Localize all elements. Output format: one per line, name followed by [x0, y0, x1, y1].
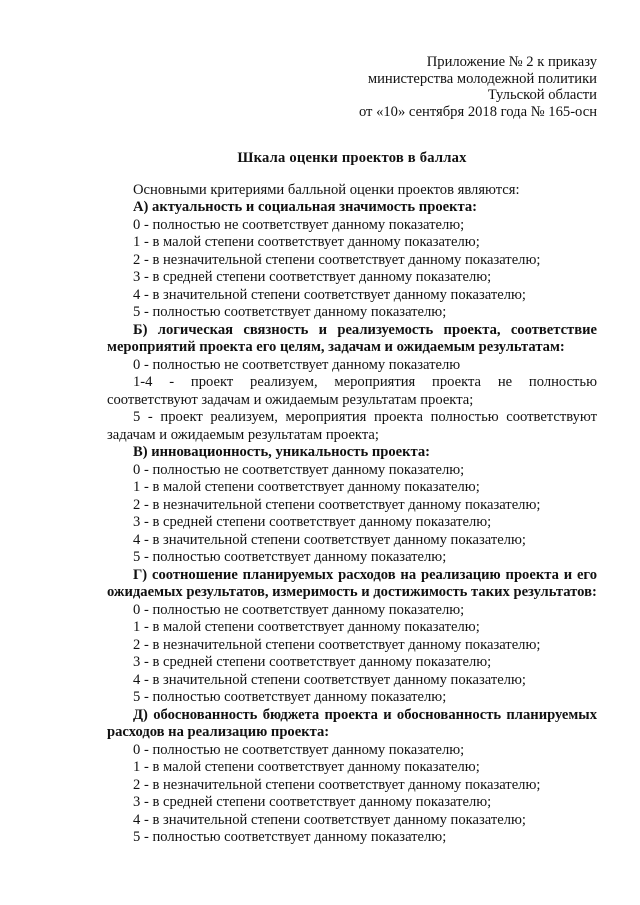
page-title: Шкала оценки проектов в баллах: [237, 150, 467, 166]
criterion-a-heading: А) актуальность и социальная значимость проекта:: [133, 199, 478, 215]
list-item: 2 - в незначительной степени соответствует данному показателю;: [133, 496, 541, 513]
order-attachment-header: [107, 54, 597, 120]
list-item: 1 - в малой степени соответствует данному показателю;: [133, 234, 480, 250]
list-item: 4 - в значительной степени соответствует данному показателю;: [133, 811, 526, 828]
header-line-1: Приложение № 2 к приказу: [426, 54, 597, 70]
list-item: 1 - в малой степени соответствует данному показателю;: [133, 619, 480, 635]
list-item: 0 - полностью не соответствует данному показателю;: [133, 461, 465, 478]
header-line-2: министерства молодежной политики: [367, 70, 597, 87]
list-item: 5 - полностью соответствует данному показателю;: [133, 689, 447, 705]
list-item: 4 - в значительной степени соответствует данному показателю;: [133, 531, 526, 548]
header-line-3: Тульской области: [487, 87, 597, 103]
list-item: 4 - в значительной степени соответствует данному показателю;: [133, 286, 526, 303]
intro-text: Основными критериями балльной оценки проектов являются:: [133, 181, 520, 198]
list-item: 1 - в малой степени соответствует данному показателю;: [133, 479, 480, 495]
list-item: 3 - в средней степени соответствует данному показателю;: [133, 269, 492, 285]
list-item: 3 - в средней степени соответствует данному показателю;: [133, 654, 492, 670]
list-item: 3 - в средней степени соответствует данному показателю;: [133, 794, 492, 810]
list-item: 2 - в незначительной степени соответствует данному показателю;: [133, 251, 541, 268]
list-item: 1 - в малой степени соответствует данному показателю;: [133, 759, 480, 775]
header-line-4: от «10» сентября 2018 года № 165-осн: [358, 103, 597, 120]
list-item: 0 - полностью не соответствует данному показателю;: [133, 216, 465, 233]
list-item: 5 - полностью соответствует данному показателю;: [133, 549, 447, 565]
list-item: 2 - в незначительной степени соответствует данному показателю;: [133, 776, 541, 793]
list-item: 3 - в средней степени соответствует данному показателю;: [133, 514, 492, 530]
criterion-v-heading: В) инновационность, уникальность проекта:: [133, 444, 431, 460]
list-item: 5 - полностью соответствует данному показателю;: [133, 304, 447, 320]
list-item: 5 - проект реализуем, мероприятия проекта полностью соответствуют задачам и ожидаемым результатам проекта;: [107, 409, 597, 443]
list-item: 2 - в незначительной степени соответствует данному показателю;: [133, 636, 541, 653]
list-item: 0 - полностью не соответствует данному показателю;: [133, 741, 465, 758]
list-item: 0 - полностью не соответствует данному показателю;: [133, 601, 465, 618]
list-item: 5 - полностью соответствует данному показателю;: [133, 829, 447, 845]
list-item: 4 - в значительной степени соответствует данному показателю;: [133, 671, 526, 688]
criterion-g-heading: Г) соотношение планируемых расходов на реализацию проекта и его ожидаемых результатов, измеримость и достижимость таких результатов:: [107, 566, 597, 600]
list-item: 0 - полностью не соответствует данному показателю: [133, 356, 461, 373]
list-item: 1-4 - проект реализуем, мероприятия проекта не полностью соответствуют задачам и ожидаемым результатам проекта;: [107, 374, 597, 408]
criterion-b-heading: Б) логическая связность и реализуемость проекта, соответствие мероприятий проекта его целям, задачам и ожидаемым результатам:: [107, 321, 597, 355]
criterion-d-heading: Д) обоснованность бюджета проекта и обоснованность планируемых расходов на реализацию проекта:: [107, 706, 597, 740]
